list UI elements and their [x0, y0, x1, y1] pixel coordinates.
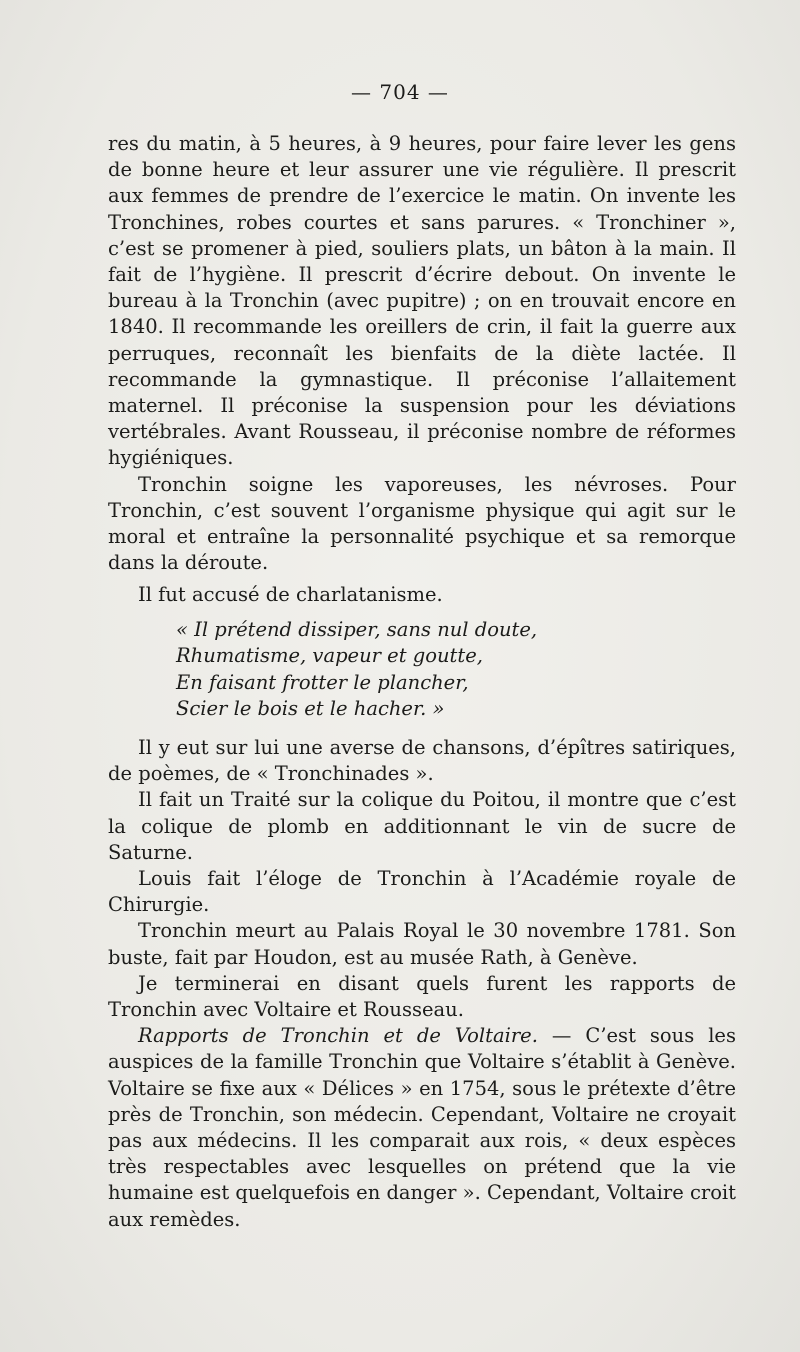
body-text: [108, 131, 736, 1233]
paragraph-rapports-intro: Je terminerai en disant quels furent les rapports de Tronchin avec Voltaire et Rousseau.: [108, 971, 736, 1022]
page-number: — 704 —: [351, 80, 449, 104]
paragraph-charlatanisme: Il fut accusé de charlatanisme.: [138, 583, 443, 607]
verse-quote: [176, 617, 736, 723]
section-title: Rapports de Tronchin et de Voltaire.: [138, 1024, 538, 1048]
section-body: — C’est sous les auspices de la famille Tronchin que Voltaire s’établit à Genève. Voltaire se fixe aux « Délices » en 1754, sous le prétexte d’être près de Tronchin, son médecin. Cependant, Voltaire ne croyait pas aux médecins. Il les comparait aux rois, « deux espèces très respectables avec lesquelles on prétend que la vie humaine est quelquefois en danger ». Cependant, Voltaire croit aux remèdes.: [108, 1024, 737, 1231]
paragraph-mort: Tronchin meurt au Palais Royal le 30 novembre 1781. Son buste, fait par Houdon, est au musée Rath, à Genève.: [108, 919, 736, 969]
verse-line-1: « Il prétend dissiper, sans nul doute,: [176, 617, 538, 641]
paragraph-traite: Il fait un Traité sur la colique du Poitou, il montre que c’est la colique de plomb en additionnant le vin de sucre de Saturne.: [108, 788, 736, 864]
verse-line-4: Scier le bois et le hacher. »: [176, 697, 445, 721]
paragraph-voltaire: [108, 1023, 736, 1233]
paragraph-hygiene: res du matin, à 5 heures, à 9 heures, pour faire lever les gens de bonne heure et leur assurer une vie régulière. Il prescrit aux femmes de prendre de l’exercice le matin. On invente les Tronchines, robes courtes et sans parures. « Tronchiner », c’est se promener à pied, souliers plats, un bâton à la main. Il fait de l’hygiène. Il prescrit d’écrire debout. On invente le bureau à la Tronchin (avec pupitre) ; on en trouvait encore en 1840. Il recommande les oreillers de crin, il fait la guerre aux perruques, reconnaît les bienfaits de la diète lactée. Il recommande la gymnastique. Il préconise l’allaitement maternel. Il préconise la suspension pour les déviations vertébrales. Avant Rousseau, il préconise nombre de réformes hygiéniques.: [108, 132, 736, 470]
paragraph-eloge: Louis fait l’éloge de Tronchin à l’Académie royale de Chirurgie.: [108, 867, 736, 917]
verse-line-3: En faisant frotter le plancher,: [176, 670, 469, 694]
paragraph-chansons: Il y eut sur lui une averse de chansons, d’épîtres satiriques, de poèmes, de « Tronchinades ».: [108, 736, 736, 786]
verse-line-2: Rhumatisme, vapeur et goutte,: [176, 644, 483, 668]
paragraph-vaporeuses: Tronchin soigne les vaporeuses, les névroses. Pour Tronchin, c’est souvent l’organisme physique qui agit sur le moral et entraîne la personnalité psychique et sa remorque dans la déroute.: [108, 472, 736, 575]
